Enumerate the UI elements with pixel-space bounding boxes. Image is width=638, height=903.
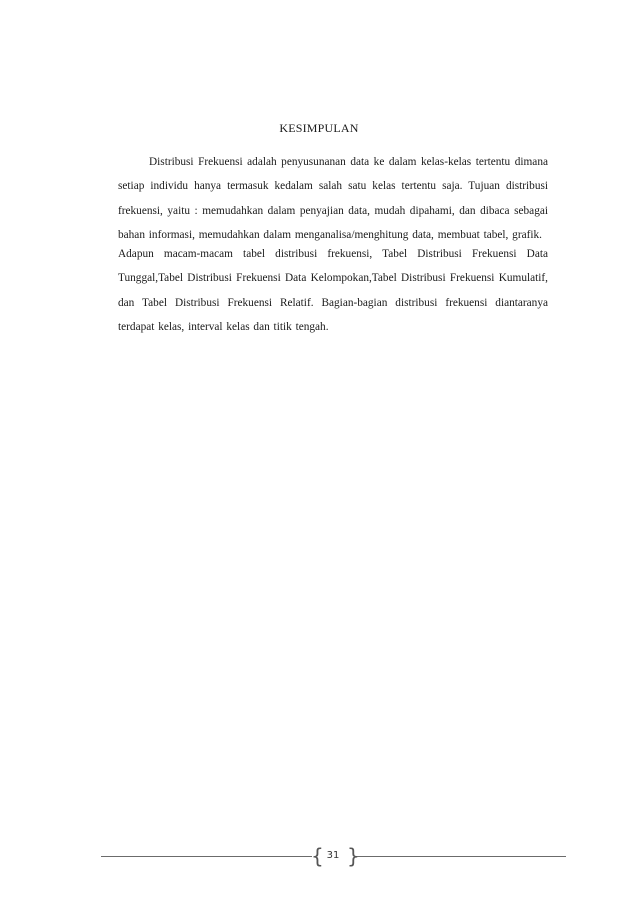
- paragraph-2: [118, 242, 548, 340]
- footer-brace-right: }: [347, 844, 360, 868]
- footer-rule-right: [356, 856, 566, 857]
- paragraph-2-text: Adapun macam-macam tabel distribusi frekuensi, Tabel Distribusi Frekuensi Data Tunggal,Tabel Distribusi Frekuensi Data Kelompokan,Tabel Distribusi Frekuensi Kumulatif, dan Tabel Distribusi Frekuensi Relatif. Bagian-bagian distribusi frekuensi diantaranya terdapat kelas, interval kelas dan titik tengah.: [118, 248, 548, 334]
- page-number: 31: [326, 850, 340, 861]
- paragraph-1-text: Distribusi Frekuensi adalah penyusunanan data ke dalam kelas-kelas tertentu dimana setiap individu hanya termasuk kedalam salah satu kelas tertentu saja. Tujuan distribusi frekuensi, yaitu : memudahkan dalam penyajian data, mudah dipahami, dan dibaca sebagai bahan informasi, memudahkan dalam menganalisa/menghitung data, membuat tabel, grafik.: [118, 156, 548, 242]
- paragraph-1: [118, 150, 548, 248]
- footer-rule-left: [101, 856, 312, 857]
- footer-brace-left: {: [311, 844, 324, 868]
- section-title: KESIMPULAN: [279, 121, 359, 135]
